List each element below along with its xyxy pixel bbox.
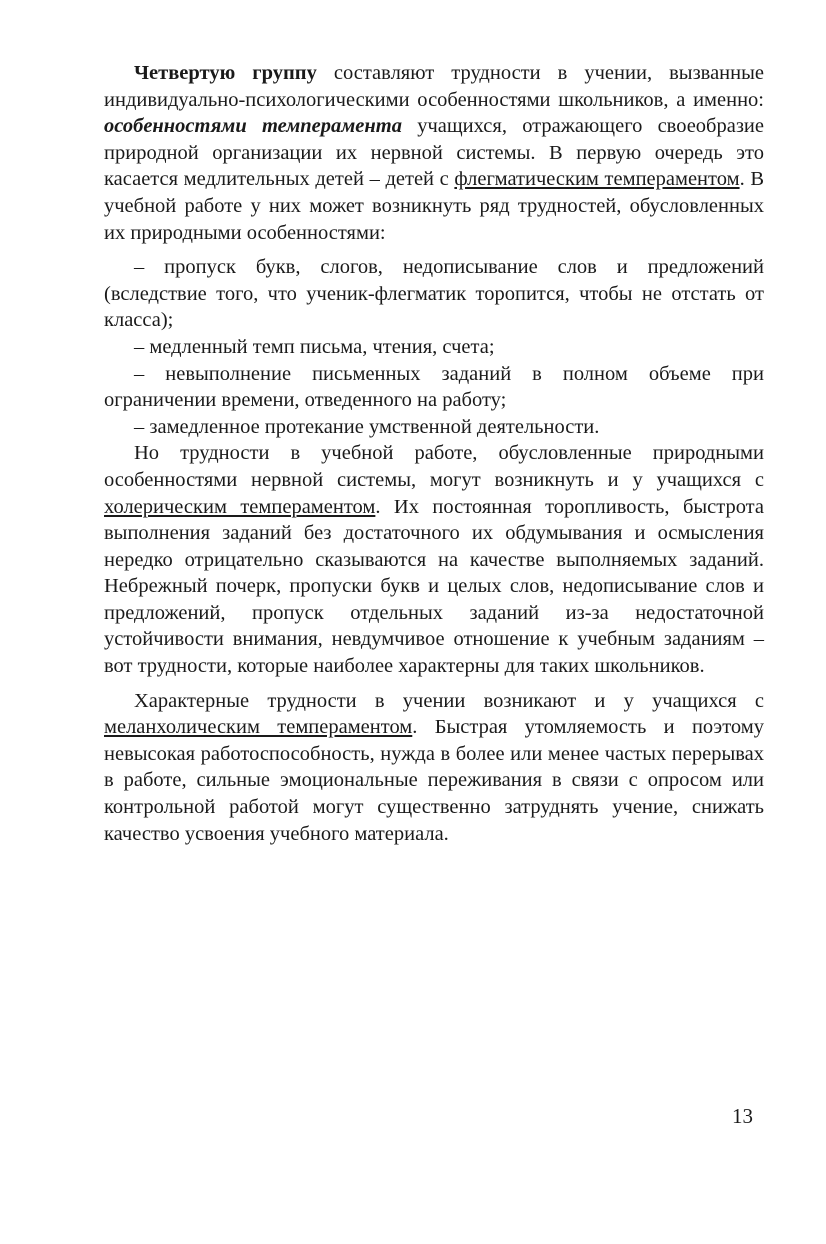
paragraph-text: составляют трудности в учении, вызванные индивидуально-психологическими особенностями школьников, а именно: (104, 62, 764, 111)
term-choleric: холерическим темпераментом (104, 495, 376, 518)
list-item: – медленный темп письма, чтения, счета; (134, 335, 495, 358)
term-melancholic: меланхолическим темпераментом (104, 716, 413, 739)
paragraph-melancholic (104, 688, 764, 848)
emphasis-temperament: особенностями темперамента (104, 115, 402, 138)
paragraph-text: учащихся, отражающего своеобразие природной организации их нервной системы. В первую очередь это касается медлительных детей – детей с (104, 115, 764, 191)
paragraph-lead: Четвертую группу (134, 62, 317, 84)
list-item: – пропуск букв, слогов, недописывание слов и предложений (вследствие того, что ученик-флегматик торопится, чтобы не отстать от класса); (104, 256, 764, 332)
page-number: 13 (732, 1104, 753, 1128)
list-item: – замедленное протекание умственной деятельности. (134, 415, 600, 438)
list-item: – невыполнение письменных заданий в полном объеме при ограничении времени, отведенного на работу; (104, 362, 764, 412)
paragraph-text: . Быстрая утомляемость и поэтому невысокая работоспособность, нужда в более или менее частых перерывах в работе, сильные эмоциональные переживания в связи с опросом или контрольной работой могут существенно затруднять учение, снижать качество усвоения учебного материала. (104, 716, 764, 845)
paragraph-choleric (104, 440, 764, 679)
page-body (104, 60, 764, 847)
paragraph-fourth-group (104, 60, 764, 246)
paragraph-text: . Их постоянная торопливость, быстрота выполнения заданий без достаточного их обдумывания и осмысления нередко отрицательно сказываются на качестве выполняемых заданий. Небрежный почерк, пропуски букв и целых слов, недописывание слов и предложений, пропуск отдельных заданий из-за недостаточной устойчивости внимания, невдумчивое отношение к учебным заданиям – вот трудности, которые наиболее характерны для таких школьников. (104, 495, 764, 678)
paragraph-text: . В учебной работе у них может возникнуть ряд трудностей, обусловленных их природными особенностями: (104, 168, 764, 244)
paragraph-text: Характерные трудности в учении возникают и у учащихся с (134, 689, 764, 712)
paragraph-text: Но трудности в учебной работе, обусловленные природными особенностями нервной системы, могут возникнуть и у учащихся с (104, 442, 764, 491)
term-phlegmatic: флегматическим темпераментом (454, 168, 740, 191)
